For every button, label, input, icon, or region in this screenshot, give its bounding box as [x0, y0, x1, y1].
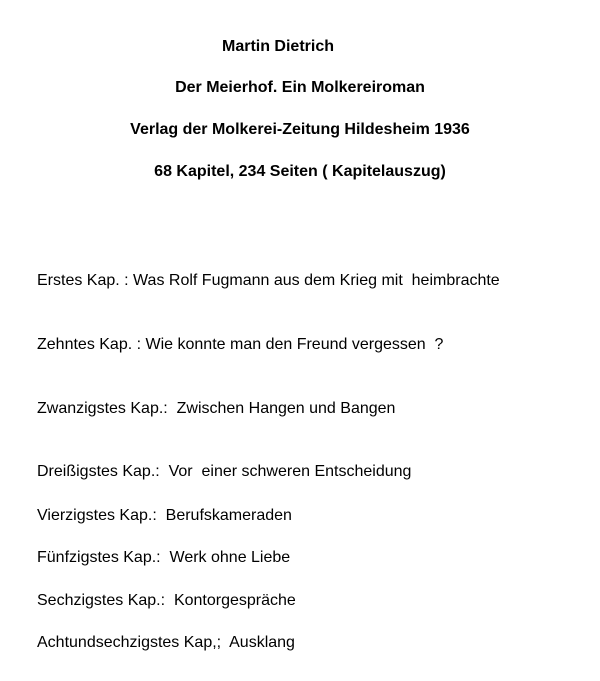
publisher-info: Verlag der Molkerei-Zeitung Hildesheim 1936: [130, 121, 470, 138]
chapter-entry: Vierzigstes Kap.: Berufskameraden: [37, 507, 292, 524]
chapter-entry: Zehntes Kap. : Wie konnte man den Freund vergessen ?: [37, 336, 444, 353]
chapter-entry: Erstes Kap. : Was Rolf Fugmann aus dem Krieg mit heimbrachte: [37, 272, 500, 289]
chapter-entry: Fünfzigstes Kap.: Werk ohne Liebe: [37, 549, 291, 566]
chapter-entry: Zwanzigstes Kap.: Zwischen Hangen und Bangen: [37, 400, 396, 417]
book-extent: 68 Kapitel, 234 Seiten ( Kapitelauszug): [154, 163, 446, 180]
chapter-entry: Achtundsechzigstes Kap,; Ausklang: [37, 634, 295, 651]
chapter-entry: Dreißigstes Kap.: Vor einer schweren Entscheidung: [37, 463, 412, 480]
author-name: Martin Dietrich: [221, 38, 334, 55]
book-title: Der Meierhof. Ein Molkereiroman: [175, 79, 425, 96]
chapter-entry: Sechzigstes Kap.: Kontorgespräche: [37, 592, 296, 609]
